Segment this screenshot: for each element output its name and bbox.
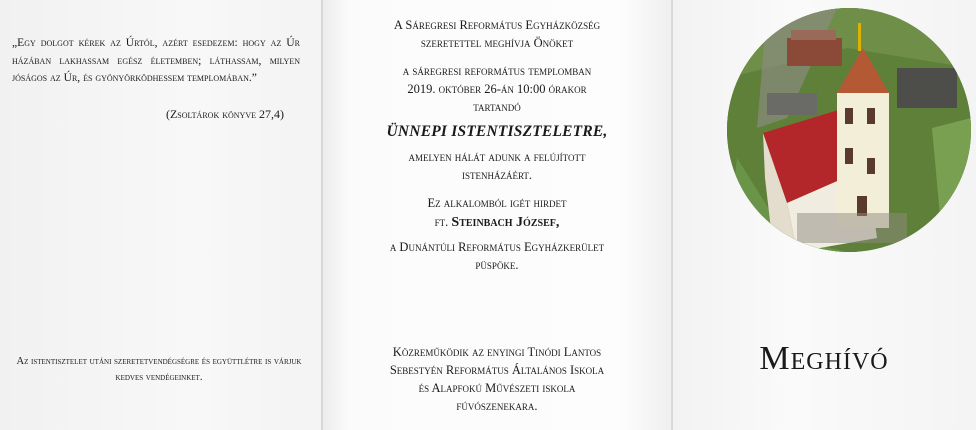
bishop-line: püspöke. — [475, 258, 519, 272]
contributor-line-2: Sebestyén Református Általános Iskola — [389, 363, 605, 377]
preacher-name-line — [322, 215, 672, 231]
inviter-line: A Sáregresi Református Egyházközség — [393, 18, 601, 32]
church-photo — [727, 8, 971, 252]
location-line: a sáregresi református templomban — [402, 64, 592, 78]
contributor-line-3: és Alapfokú Művészeti iskola — [418, 381, 576, 395]
left-panel — [0, 0, 322, 430]
invite-line: szeretettel meghívja Önöket — [420, 36, 574, 50]
middle-panel — [322, 0, 672, 430]
invitation-heading: Meghívó — [759, 340, 889, 377]
quote-reference: (Zsoltárok könyve 27,4) — [165, 107, 284, 121]
contributor-line-4: fúvószenekara. — [456, 399, 538, 413]
fold-line-left — [321, 0, 323, 430]
district-line: a Dunántúli Református Egyházkerület — [389, 240, 605, 254]
church-line: istenházáért. — [461, 168, 533, 182]
preacher-intro: Ez alkalomból igét hirdet — [427, 196, 567, 210]
date-line: 2019. október 26-án 10:00 órakor — [407, 82, 587, 96]
preacher-title: ft. — [434, 215, 449, 229]
held-line: tartandó — [473, 100, 521, 114]
thanks-line: amelyen hálát adunk a felújított — [408, 150, 586, 164]
bible-quote: „Egy dolgot kérek az Úrtól, azért esedezem: hogy az Úr házában lakhassam egész életemben; láthassam, milyen jóságos az Úr, és gyönyörködhessem templomában.” — [12, 36, 300, 84]
event-title: ÜNNEPI ISTENTISZTELETRE, — [386, 123, 608, 140]
reception-note: Az istentisztelet utáni szeretetvendégségre és együttlétre is várjuk kedves vendégeinket. — [16, 356, 302, 383]
contributor-line-1: Közreműködik az enyingi Tinódi Lantos — [392, 345, 602, 359]
preacher-name: Steinbach József, — [451, 215, 560, 230]
